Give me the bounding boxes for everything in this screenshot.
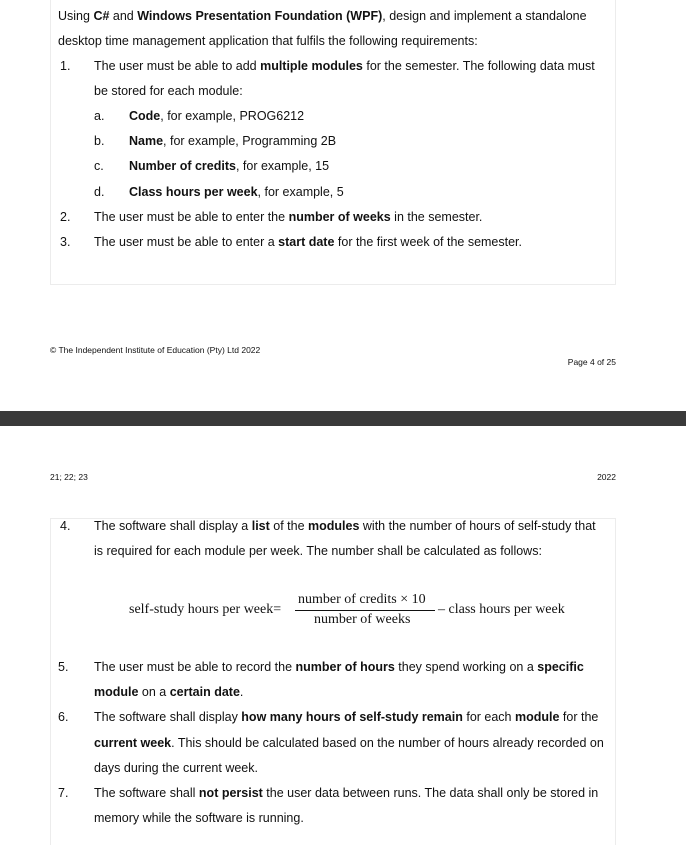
footer-page-number: Page 4 of 25 [567, 357, 616, 367]
item-3-line: The user must be able to enter a start date for the first week of the semester. [94, 235, 523, 249]
subitem-credits: Number of credits, for example, 15 [129, 159, 330, 173]
page-separator [0, 411, 686, 426]
item-6-line-2: current week. This should be calculated based on the number of hours already recorded on [94, 736, 604, 750]
item-number: 5. [58, 660, 69, 674]
subitem-code: Code, for example, PROG6212 [129, 109, 305, 123]
intro-line-1: Using C# and Windows Presentation Foundation (WPF), design and implement a standalone [58, 9, 587, 23]
item-6-line-3: days during the current week. [94, 761, 258, 775]
item-number: 1. [60, 59, 71, 73]
subitem-letter: b. [94, 134, 105, 148]
item-4-line-2: is required for each module per week. The number shall be calculated as follows: [94, 544, 542, 558]
intro-line-2: desktop time management application that fulfils the following requirements: [58, 34, 478, 48]
formula-numerator: number of credits × 10 [298, 592, 426, 607]
item-number: 7. [58, 786, 69, 800]
formula-denominator: number of weeks [314, 612, 411, 627]
subitem-letter: a. [94, 109, 105, 123]
item-number: 2. [60, 210, 71, 224]
fraction-bar [295, 610, 435, 611]
subitem-letter: c. [94, 159, 104, 173]
item-5-line-2: module on a certain date. [94, 685, 244, 699]
item-4-line-1: The software shall display a list of the modules with the number of hours of self-study that [94, 519, 596, 533]
item-number: 3. [60, 235, 71, 249]
item-6-line-1: The software shall display how many hours of self-study remain for each module for the [94, 710, 599, 724]
header-left: 21; 22; 23 [50, 472, 88, 482]
page-4 [0, 0, 686, 411]
formula-rhs: – class hours per week [438, 602, 565, 617]
item-number: 4. [60, 519, 71, 533]
formula-lhs: self-study hours per week= [129, 602, 282, 617]
header-right: 2022 [597, 472, 616, 482]
item-1-line-2: be stored for each module: [94, 84, 243, 98]
footer-copyright: © The Independent Institute of Education (Pty) Ltd 2022 [50, 345, 261, 355]
item-7-line-2: memory while the software is running. [94, 811, 304, 825]
subitem-name: Name, for example, Programming 2B [129, 134, 337, 148]
item-7-line-1: The software shall not persist the user data between runs. The data shall only be stored in [94, 786, 599, 800]
subitem-class-hours: Class hours per week, for example, 5 [129, 185, 344, 199]
item-2-line: The user must be able to enter the number of weeks in the semester. [94, 210, 483, 224]
item-1-line-1: The user must be able to add multiple modules for the semester. The following data must [94, 59, 595, 73]
subitem-letter: d. [94, 185, 105, 199]
item-number: 6. [58, 710, 69, 724]
item-5-line-1: The user must be able to record the number of hours they spend working on a specific [94, 660, 584, 674]
